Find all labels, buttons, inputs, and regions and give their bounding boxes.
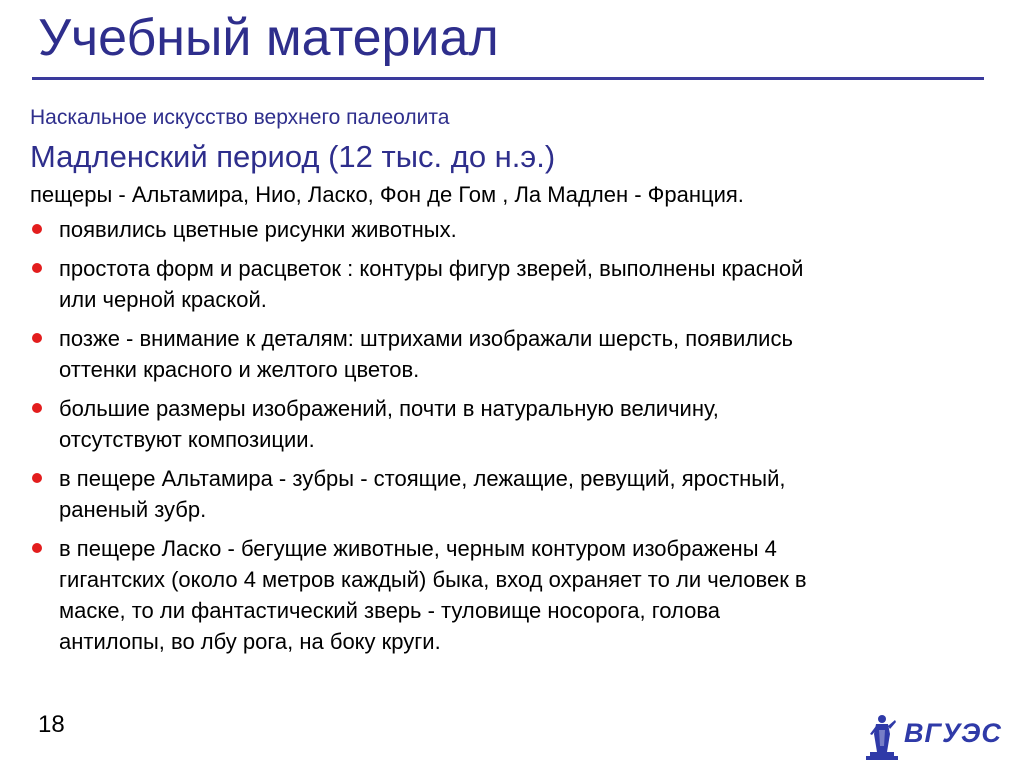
logo-text: ВГУЭС xyxy=(904,718,1002,748)
bullet-item xyxy=(30,253,990,315)
bullet-line: антилопы, во лбу рога, на боку круги. xyxy=(59,629,441,654)
bullet-item xyxy=(30,533,990,657)
bullet-dot-icon xyxy=(32,543,42,553)
bullet-line: в пещере Ласко - бегущие животные, черным контуром изображены 4 xyxy=(59,536,777,561)
slide-subtitle: Наскальное искусство верхнего палеолита xyxy=(30,106,450,129)
bullet-line: гигантских (около 4 метров каждый) быка, вход охраняет то ли человек в xyxy=(59,567,807,592)
bullet-dot-icon xyxy=(32,224,42,234)
bullet-item xyxy=(30,393,990,455)
bullet-line: позже - внимание к деталям: штрихами изображали шерсть, появились xyxy=(59,326,793,351)
bullet-line: отсутствуют композиции. xyxy=(59,427,315,452)
slide-title: Учебный материал xyxy=(38,9,499,67)
bullet-line: или черной краской. xyxy=(59,287,267,312)
bullet-line: появились цветные рисунки животных. xyxy=(59,217,457,242)
title-divider xyxy=(32,77,984,80)
university-logo xyxy=(864,712,1002,762)
bullet-dot-icon xyxy=(32,263,42,273)
bullet-dot-icon xyxy=(32,473,42,483)
bullet-line: простота форм и расцветок : контуры фигур зверей, выполнены красной xyxy=(59,256,804,281)
bullet-dot-icon xyxy=(32,333,42,343)
bullet-line: раненый зубр. xyxy=(59,497,207,522)
caves-line: пещеры - Альтамира, Нио, Ласко, Фон де Гом , Ла Мадлен - Франция. xyxy=(30,182,744,207)
bullet-item xyxy=(30,214,990,245)
bullet-line: оттенки красного и желтого цветов. xyxy=(59,357,420,382)
statue-icon xyxy=(864,712,900,762)
bullet-item xyxy=(30,323,990,385)
page-number: 18 xyxy=(38,711,65,738)
bullet-dot-icon xyxy=(32,403,42,413)
bullet-item xyxy=(30,463,990,525)
period-heading: Мадленский период (12 тыс. до н.э.) xyxy=(30,139,556,174)
bullet-line: большие размеры изображений, почти в натуральную величину, xyxy=(59,396,719,421)
bullet-line: маске, то ли фантастический зверь - туловище носорога, голова xyxy=(59,598,721,623)
bullet-list xyxy=(30,214,990,665)
bullet-line: в пещере Альтамира - зубры - стоящие, лежащие, ревущий, яростный, xyxy=(59,466,786,491)
